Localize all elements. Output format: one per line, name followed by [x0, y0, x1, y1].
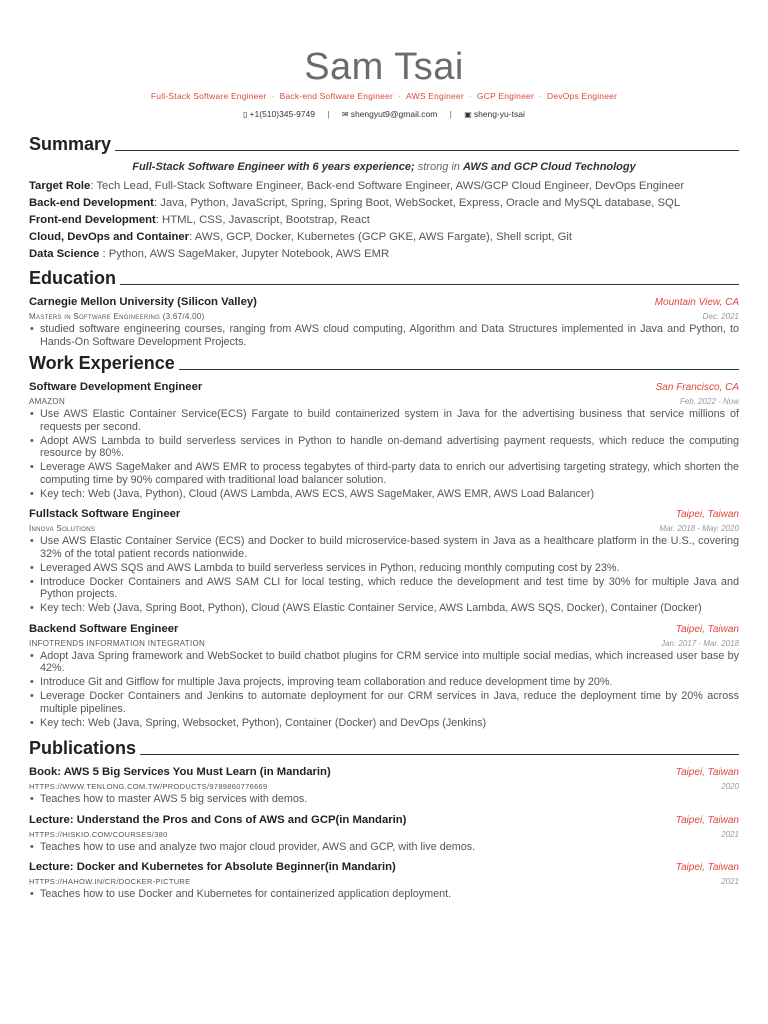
entry-location: Taipei, Taiwan: [675, 623, 739, 635]
entry-date: Feb. 2022 - Now: [679, 397, 739, 406]
publication-entry: [29, 765, 739, 780]
summary-connector: strong in: [417, 161, 460, 173]
entry-date: 2021: [721, 829, 739, 839]
list-item: • Key tech: Web (Java, Python), Cloud (AWS Lambda, AWS ECS, AWS SageMaker, AWS EMR, AWS Load Balancer): [29, 488, 739, 501]
company-name: Innova Solutions: [29, 524, 96, 533]
company-name: AMAZON: [29, 397, 66, 406]
contact-line: ▯ +1(510)345-9749 | ✉ shengyut9@gmail.com | ▣ sheng-yu-tsai: [243, 109, 525, 119]
linkedin-link[interactable]: sheng-yu-tsai: [473, 109, 525, 119]
publication-bullets: [29, 888, 739, 901]
entry-subline: [29, 638, 739, 649]
job-title: Software Development Engineer: [29, 381, 203, 393]
list-item: • Leverage Docker Containers and Jenkins to automate deployment for our CRM services in Java, reduce the deployment time by 20% across multiple pipelines.: [29, 690, 739, 715]
position-item: GCP Engineer: [476, 91, 534, 101]
entry-location: Taipei, Taiwan: [675, 862, 739, 873]
job-entry: [29, 380, 739, 395]
summary-headline: [29, 160, 739, 174]
school-name: Carnegie Mellon University (Silicon Valley): [29, 296, 257, 308]
position-item: Full-Stack Software Engineer: [150, 91, 267, 101]
list-item: • Leverage AWS SageMaker and AWS EMR to process tegabytes of third-party data to enrich our advertising targeting strategy, which shorten the computing time by 90% compared with traditional load balancer solution.: [29, 461, 739, 486]
list-item: • Introduce Docker Containers and AWS SAM CLI for local testing, which reduce the development and test time by 30% for multiple Java and Python projects.: [29, 576, 739, 601]
publication-title: Lecture: Understand the Pros and Cons of AWS and GCP(in Mandarin): [29, 813, 407, 826]
entry-location: Taipei, Taiwan: [675, 767, 739, 778]
work-section-header: [29, 352, 739, 374]
section-title: Work Experience: [29, 353, 175, 373]
section-title: Education: [29, 268, 117, 288]
publication-entry: [29, 860, 739, 875]
summary-lead: Full-Stack Software Engineer with 6 years experience;: [132, 161, 415, 173]
entry-subline: [29, 523, 739, 534]
section-title: Summary: [29, 134, 112, 154]
position-item: AWS Engineer: [406, 91, 464, 101]
section-rule: [115, 150, 739, 151]
skill-row: Front-end Development: HTML, CSS, Javascript, Bootstrap, React: [29, 214, 370, 226]
entry-date: Mar. 2018 - May. 2020: [659, 524, 739, 533]
linkedin-icon: ▣: [464, 110, 472, 119]
candidate-name: Sam Tsai: [304, 46, 464, 88]
summary-focus: AWS and GCP Cloud Technology: [463, 161, 636, 173]
entry-location: San Francisco, CA: [655, 382, 739, 393]
job-entry: [29, 507, 739, 522]
publication-url[interactable]: HTTPS://WWW.TENLONG.COM.TW/PRODUCTS/9789860776669: [29, 782, 268, 791]
list-item: • Key tech: Web (Java, Spring, Websocket, Python), Container (Docker) and DevOps (Jenkins): [29, 717, 739, 730]
entry-date: 2021: [721, 877, 739, 886]
list-item: • Adopt Java Spring framework and WebSocket to build chatbot plugins for CRM service into multiple social medias, which increased user base by 42%.: [29, 650, 739, 675]
entry-location: Mountain View, CA: [654, 297, 739, 308]
entry-subline: [29, 829, 739, 840]
skills-list: [29, 178, 739, 263]
education-bullets: [29, 323, 739, 348]
job-title: Fullstack Software Engineer: [29, 508, 181, 520]
resume-page: [29, 44, 739, 902]
publication-url[interactable]: HTTPS://HAHOW.IN/CR/DOCKER-PICTURE: [29, 877, 191, 886]
company-name: INFOTRENDS INFORMATION INTEGRATION: [29, 638, 206, 648]
publication-bullets: [29, 793, 739, 806]
list-item: • Introduce Git and Gitflow for multiple Java projects, improving team collaboration and reduce development time by 20%.: [29, 676, 739, 689]
education-entry: [29, 295, 739, 310]
skill-row: Back-end Development: Java, Python, JavaScript, Spring, Spring Boot, WebSocket, Express, Oracle and MySQL database, SQL: [29, 197, 681, 209]
skill-row: Data Science : Python, AWS SageMaker, Jupyter Notebook, AWS EMR: [29, 248, 390, 260]
phone-number: +1(510)345-9749: [249, 109, 316, 119]
entry-date: 2020: [721, 782, 739, 791]
publication-url[interactable]: HTTPS://HISKIO.COM/COURSES/380: [29, 829, 168, 839]
section-rule: [179, 369, 739, 370]
entry-location: Taipei, Taiwan: [675, 814, 739, 826]
job-bullets: [29, 650, 739, 730]
skill-row: Target Role: Tech Lead, Full-Stack Software Engineer, Back-end Software Engineer, AWS/GCP Cloud Engineer, DevOps Engineer: [29, 180, 685, 192]
publication-bullets: [29, 841, 739, 854]
email-link[interactable]: shengyut9@gmail.com: [350, 109, 438, 119]
entry-subline: [29, 781, 739, 792]
section-rule: [140, 754, 739, 755]
list-item: • Teaches how to master AWS 5 big services with demos.: [29, 793, 739, 806]
publication-title: Book: AWS 5 Big Services You Must Learn (in Mandarin): [29, 766, 331, 778]
entry-subline: [29, 311, 739, 322]
job-bullets: [29, 408, 739, 500]
job-bullets: [29, 535, 739, 615]
list-item: • Teaches how to use Docker and Kubernetes for containerized application deployment.: [29, 888, 739, 901]
entry-subline: [29, 396, 739, 407]
list-item: • studied software engineering courses, ranging from AWS cloud computing, Algorithm and Data Structures implemented in Java and Python, to Hands-On Software Development Projects.: [29, 323, 739, 348]
list-item: • Use AWS Elastic Container Service (ECS) and Docker to build microservice-based system in Java as a healthcare platform in the U.S., covering 32% of the total patient records nationwide.: [29, 535, 739, 560]
phone-icon: ▯: [243, 110, 248, 119]
publication-entry: [29, 813, 739, 828]
job-title: Backend Software Engineer: [29, 622, 179, 635]
entry-date: Jan. 2017 - Mar. 2018: [661, 638, 739, 648]
publication-title: Lecture: Docker and Kubernetes for Absolute Beginner(in Mandarin): [29, 861, 396, 873]
position-item: Back-end Software Engineer: [279, 91, 394, 101]
list-item: • Teaches how to use and analyze two major cloud provider, AWS and GCP, with live demos.: [29, 841, 739, 854]
entry-date: Dec. 2021: [702, 312, 739, 321]
education-section-header: [29, 267, 739, 289]
entry-location: Taipei, Taiwan: [675, 509, 739, 520]
envelope-icon: ✉: [341, 110, 349, 119]
publications-section-header: [29, 737, 739, 759]
position-item: DevOps Engineer: [547, 91, 618, 101]
list-item: • Leveraged AWS SQS and AWS Lambda to build serverless services in Python, reducing monthly computing cost by 23%.: [29, 562, 739, 575]
job-entry: [29, 622, 739, 637]
entry-subline: [29, 876, 739, 887]
section-rule: [120, 284, 739, 285]
degree: Masters in Software Engineering (3.67/4.00): [29, 312, 205, 321]
list-item: • Adopt AWS Lambda to build serverless services in Python to handle on-demand advertising payment requests, which reduce the computing resource by 80%.: [29, 435, 739, 460]
list-item: • Use AWS Elastic Container Service(ECS) Fargate to build containerized system in Java for the advertising business that service millions of requests per second.: [29, 408, 739, 433]
list-item: • Key tech: Web (Java, Spring Boot, Python), Cloud (AWS Elastic Container Service, AWS Lambda, AWS SQS, Docker), Container (Docker): [29, 602, 739, 615]
section-title: Publications: [29, 738, 137, 758]
summary-section-header: [29, 133, 739, 155]
position-list: Full-Stack Software Engineer · Back-end Software Engineer · AWS Engineer · GCP Engineer · DevOps Engineer: [150, 91, 618, 101]
skill-row: Cloud, DevOps and Container: AWS, GCP, Docker, Kubernetes (GCP GKE, AWS Fargate), Shell script, Git: [29, 231, 573, 243]
